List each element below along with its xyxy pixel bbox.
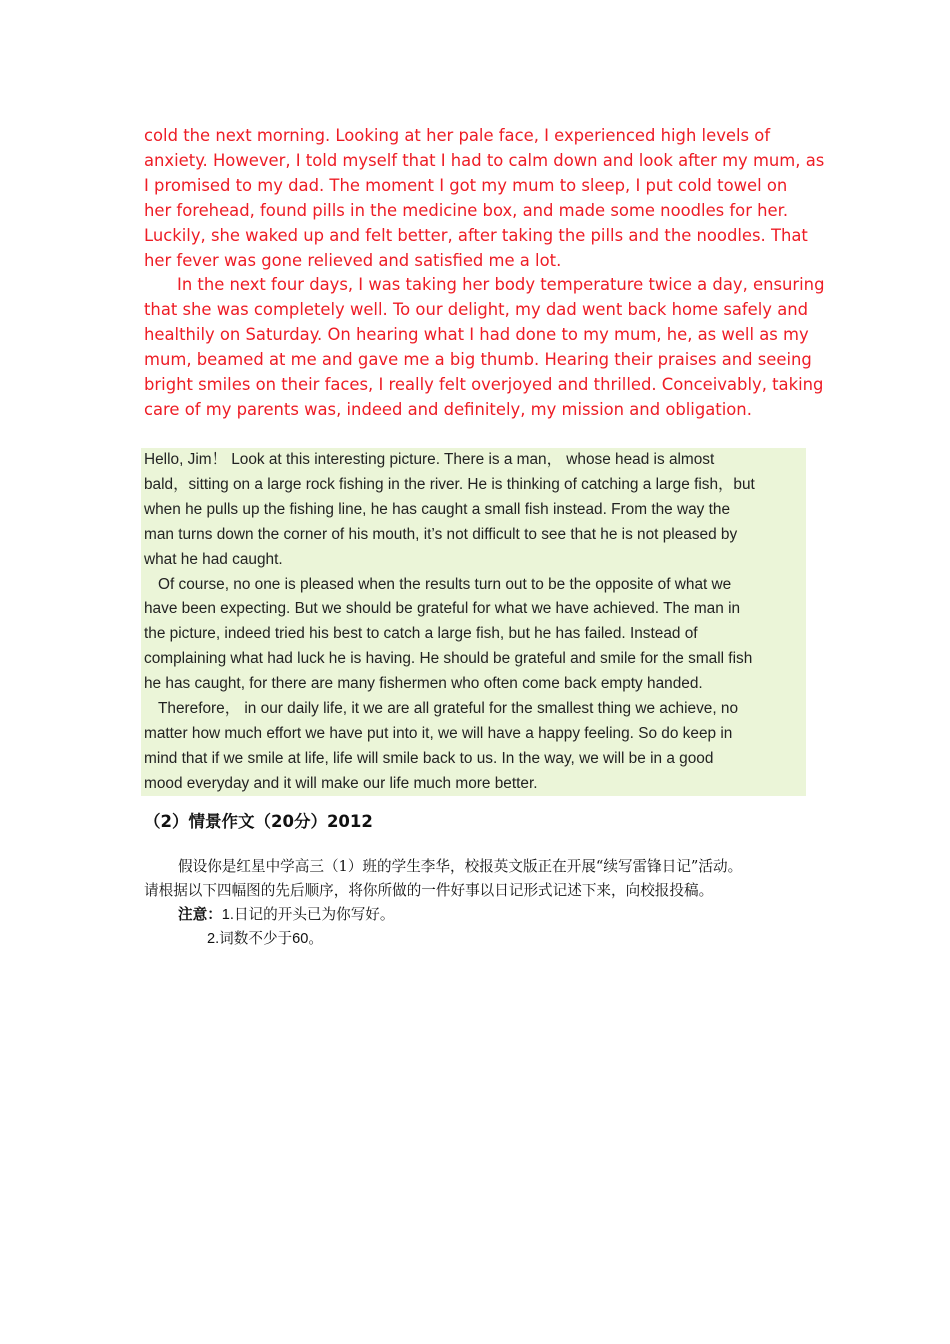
essay-red-text — [144, 124, 825, 423]
essay-line: Therefore， in our daily life, it we are all grateful for the smallest thing we achieve, no — [158, 700, 738, 718]
essay-line: when he pulls up the fishing line, he has caught a small fish instead. From the way the — [144, 500, 731, 518]
essay-line: mind that if we smile at life, life will smile back to us. In the way, we will be in a good — [144, 749, 714, 767]
essay-line: what he had caught. — [144, 550, 283, 568]
writing-prompt — [144, 855, 844, 951]
essay-line: Hello, Jim！ Look at this interesting picture. There is a man， whose head is almost — [144, 451, 715, 468]
essay-line: In the next four days, I was taking her body temperature twice a day, ensuring — [177, 275, 825, 295]
essay-line: Luckily, she waked up and felt better, after taking the pills and the noodles. That — [144, 225, 808, 245]
essay-line: bald，sitting on a large rock fishing in the river. He is thinking of catching a large fish，but — [144, 475, 755, 493]
essay-highlighted-sample — [141, 448, 806, 796]
essay-line: complaining what had luck he is having. He should be grateful and smile for the small fish — [144, 650, 753, 668]
essay-line: healthily on Saturday. On hearing what I had done to my mum, he, as well as my — [144, 325, 809, 345]
essay-line: matter how much effort we have put into it, we will have a happy feeling. So do keep in — [144, 724, 733, 742]
essay-line: her fever was gone relieved and satisfied me a lot. — [144, 250, 562, 270]
essay-line: her forehead, found pills in the medicine box, and made some noodles for her. — [144, 200, 789, 220]
essay-line: care of my parents was, indeed and definitely, my mission and obligation. — [144, 399, 752, 419]
essay-line: the picture, indeed tried his best to catch a large fish, but he has failed. Instead of — [144, 625, 698, 643]
note-label: 注意： — [178, 906, 222, 923]
essay-line: that she was completely well. To our delight, my dad went back home safely and — [144, 300, 809, 320]
essay-line: Of course, no one is pleased when the results turn out to be the opposite of what we — [158, 575, 732, 593]
prompt-line: 请根据以下四幅图的先后顺序，将你所做的一件好事以日记形式记述下来，向校报投稿。 — [144, 882, 714, 899]
note-item: 1.日记的开头已为你写好。 — [221, 907, 395, 923]
note-line — [144, 927, 844, 951]
note-line — [144, 903, 844, 927]
essay-line: I promised to my dad. The moment I got my mum to sleep, I put cold towel on — [144, 175, 788, 195]
essay-line: anxiety. However, I told myself that I had to calm down and look after my mum, as — [144, 150, 825, 170]
essay-line: have been expecting. But we should be grateful for what we have achieved. The man in — [144, 600, 741, 618]
section-heading: （2）情景作文（20分）2012 — [144, 812, 373, 831]
essay-line: mood everyday and it will make our life much more better. — [144, 774, 538, 792]
essay-line: bright smiles on their faces, I really felt overjoyed and thrilled. Conceivably, taking — [144, 375, 824, 395]
essay-line: mum, beamed at me and gave me a big thumb. Hearing their praises and seeing — [144, 350, 812, 370]
essay-line: man turns down the corner of his mouth, it’s not difficult to see that he is not pleased by — [144, 525, 738, 543]
essay-line: cold the next morning. Looking at her pale face, I experienced high levels of — [144, 126, 771, 145]
prompt-line: 假设你是红星中学高三（1）班的学生李华，校报英文版正在开展“续写雷锋日记”活动。 — [178, 858, 743, 875]
note-item: 2.词数不少于60。 — [207, 931, 323, 947]
essay-line: he has caught, for there are many fishermen who often come back empty handed. — [144, 675, 703, 693]
